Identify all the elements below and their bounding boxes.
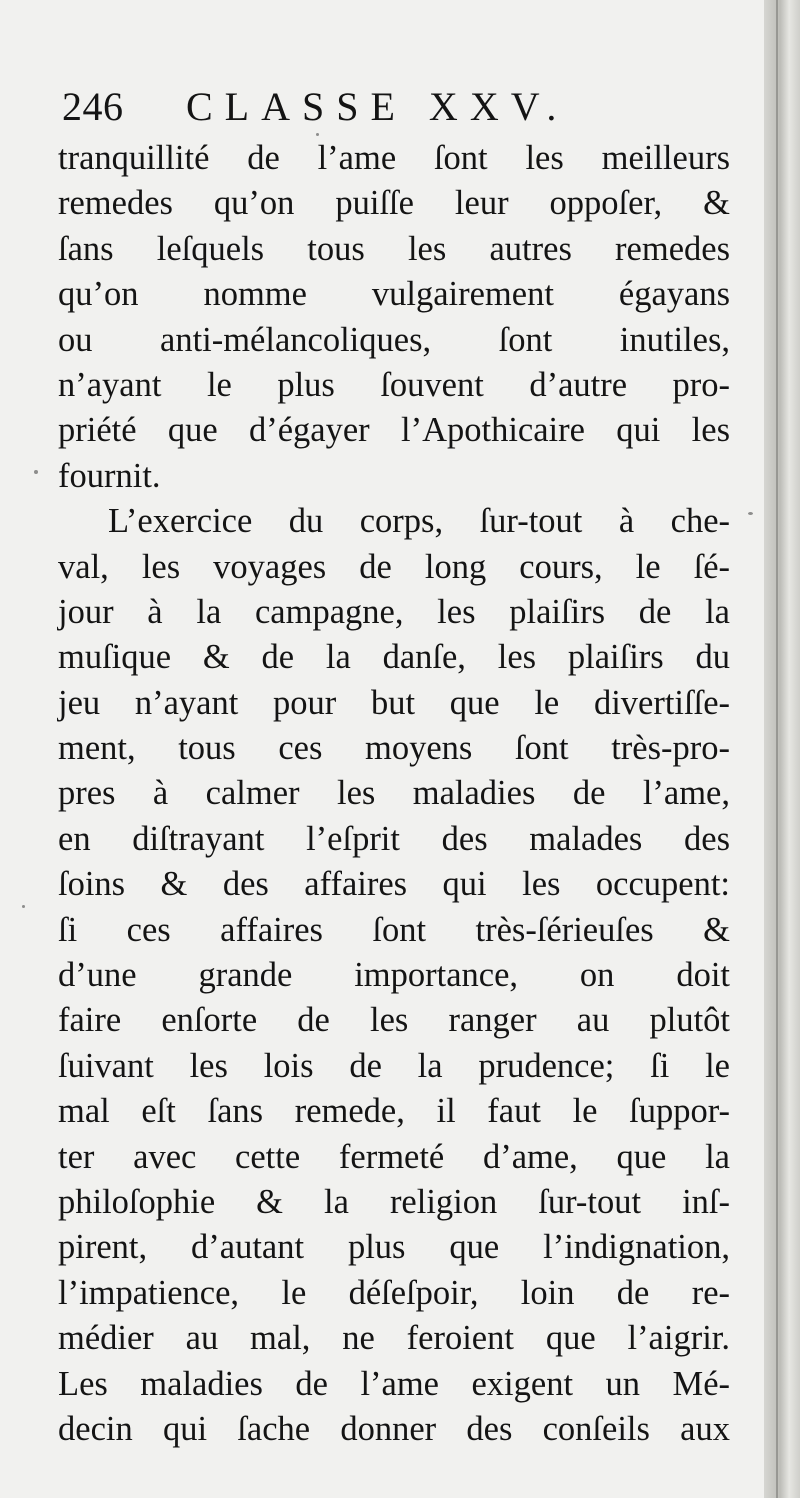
paragraph-start-line: L’exercice du corps, ſur-tout à che- xyxy=(108,502,730,541)
ink-speck xyxy=(34,470,38,474)
text-line: ſoins & des affaires qui les occupent: xyxy=(58,865,730,904)
text-line: n’ayant le plus ſouvent d’autre pro- xyxy=(58,365,730,404)
text-line: ſuivant les lois de la prudence; ſi le xyxy=(58,1046,730,1085)
text-line: fournit. xyxy=(58,456,161,495)
ink-speck xyxy=(748,512,753,515)
text-line: ter avec cette fermeté d’ame, que la xyxy=(58,1137,730,1176)
text-line: pirent, d’autant plus que l’indignation, xyxy=(58,1228,730,1267)
text-line: muſique & de la danſe, les plaiſirs du xyxy=(58,638,730,677)
text-line: philoſophie & la religion ſur-tout inſ- xyxy=(58,1182,730,1221)
text-line: Les maladies de l’ame exigent un Mé- xyxy=(58,1364,730,1403)
text-line: jour à la campagne, les plaiſirs de la xyxy=(58,592,730,631)
page-gutter xyxy=(764,0,800,1498)
binding-edge xyxy=(776,0,778,1498)
text-line: ment, tous ces moyens ſont très-pro- xyxy=(58,729,730,768)
ink-speck xyxy=(22,905,25,908)
text-line: ſans leſquels tous les autres remedes xyxy=(58,229,730,268)
running-title: CLASSE XXV. xyxy=(186,84,569,129)
page-header xyxy=(62,82,742,132)
text-line: en diſtrayant l’eſprit des malades des xyxy=(58,819,730,858)
text-line: d’une grande importance, on doit xyxy=(58,956,730,995)
body-text xyxy=(58,136,730,1452)
text-line: l’impatience, le déſeſpoir, loin de re- xyxy=(58,1273,730,1312)
text-line: pres à calmer les maladies de l’ame, xyxy=(58,774,730,813)
text-line: ſi ces affaires ſont très-ſérieuſes & xyxy=(58,910,730,949)
text-line: médier au mal, ne feroient que l’aigrir. xyxy=(58,1319,730,1358)
text-line: mal eſt ſans remede, il faut le ſuppor- xyxy=(58,1092,730,1131)
text-line: val, les voyages de long cours, le ſé- xyxy=(58,547,730,586)
text-line: remedes qu’on puiſſe leur oppoſer, & xyxy=(58,184,730,223)
text-line: jeu n’ayant pour but que le divertiſſe- xyxy=(58,683,730,722)
text-line: qu’on nomme vulgairement égayans xyxy=(58,275,730,314)
text-line: tranquillité de l’ame ſont les meilleurs xyxy=(58,139,730,177)
text-line: ou anti-mélancoliques, ſont inutiles, xyxy=(58,320,730,359)
text-line: decin qui ſache donner des conſeils aux xyxy=(58,1409,730,1448)
text-line: faire enſorte de les ranger au plutôt xyxy=(58,1001,730,1040)
text-line: priété que d’égayer l’Apothicaire qui les xyxy=(58,411,730,450)
ink-speck xyxy=(316,133,319,136)
page-number: 246 xyxy=(62,84,124,129)
